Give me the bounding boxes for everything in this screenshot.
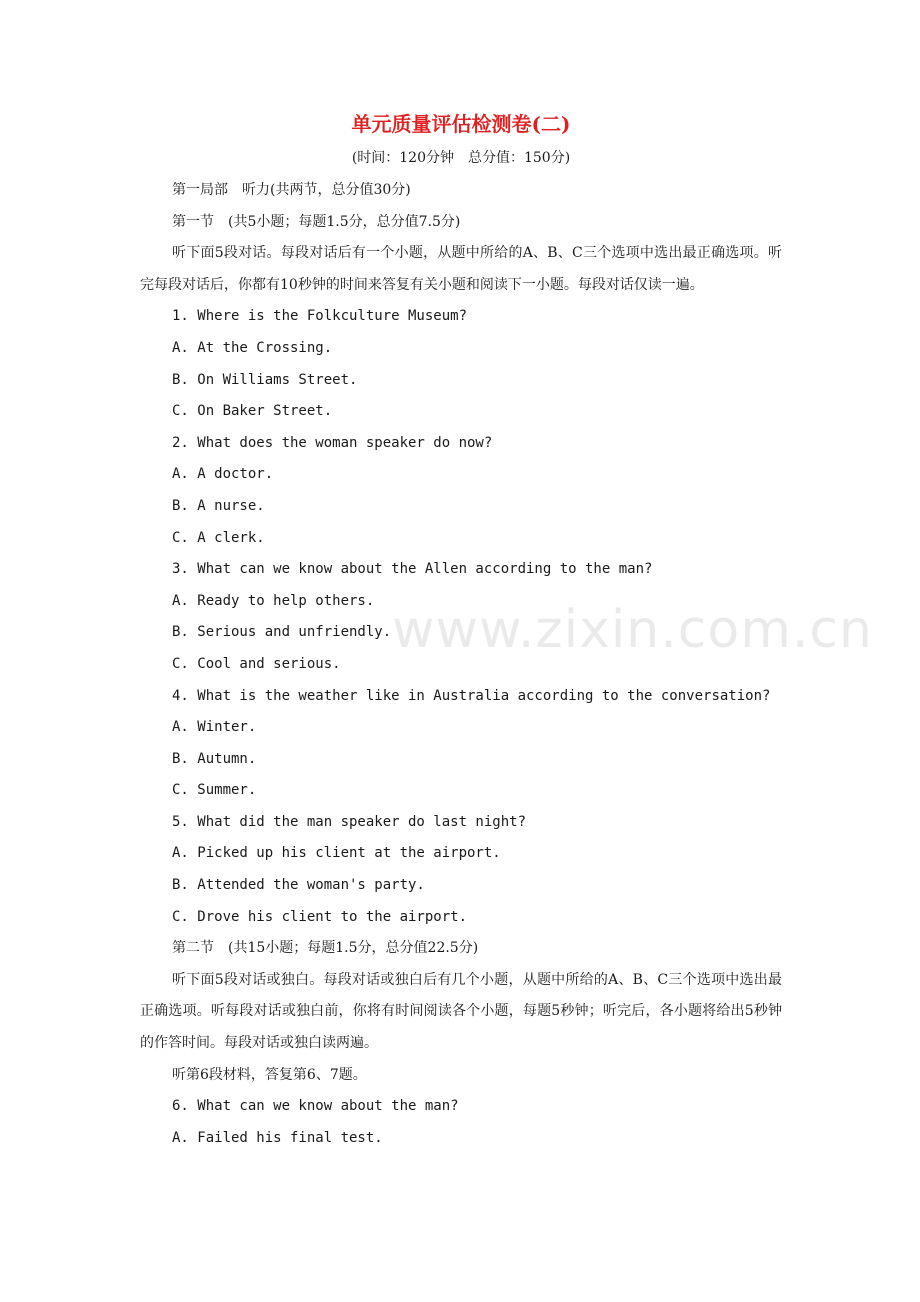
question-2 [140,428,782,554]
question-stem: 5. What did the man speaker do last night? [172,813,527,830]
question-stem: 1. Where is the Folkculture Museum? [172,308,468,325]
option-a: A. At the Crossing. [172,339,333,356]
question-stem: 3. What can we know about the Allen according to the man? [172,561,653,578]
option-a: A. A doctor. [172,466,274,483]
section2-instructions: 听下面5段对话或独白。每段对话或独白后有几个小题，从题中所给的A、B、C三个选项中选出最正确选项。听每段对话或独白前，你将有时间阅读各个小题，每题5秒钟；听完后，各小题将给出5秒钟的作答时间。每段对话或独白读两遍。 [140,971,782,1052]
option-b: B. A nurse. [172,497,265,514]
option-b: B. Serious and unfriendly. [172,624,392,641]
question-3 [140,554,782,680]
question-4 [140,681,782,807]
option-a: A. Ready to help others. [172,592,375,609]
option-c: C. Summer. [172,782,257,799]
part1-heading: 第一局部 听力(共两节，总分值30分) [172,182,411,198]
question-stem: 2. What does the woman speaker do now? [172,434,493,451]
question-5 [140,807,782,933]
section1-heading: 第一节 (共5小题；每题1.5分，总分值7.5分) [172,213,461,230]
watermark: www.zixin.com.cn [392,600,873,660]
option-b: B. Attended the woman's party. [172,877,425,894]
option-c: C. On Baker Street. [172,403,333,420]
exam-title: 单元质量评估检测卷(二) [351,112,571,136]
option-c: C. Cool and serious. [172,655,341,672]
section1-instructions: 听下面5段对话。每段对话后有一个小题，从题中所给的A、B、C三个选项中选出最正确选项。听完每段对话后，你都有10秒钟的时间来答复有关小题和阅读下一小题。每段对话仅读一遍。 [140,245,782,293]
material6-intro: 听第6段材料，答复第6、7题。 [172,1066,367,1083]
option-b: B. On Williams Street. [172,371,358,388]
option-a: A. Winter. [172,719,257,736]
document-page [140,108,782,1154]
option-c: C. A clerk. [172,529,265,546]
question-stem: 4. What is the weather like in Australia according to the conversation? [172,687,771,704]
question-1 [140,301,782,427]
option-b: B. Autumn. [172,750,257,767]
question-6-option-a: A. Failed his final test. [172,1129,383,1146]
exam-subtitle: (时间：120分钟 总分值：150分) [351,150,571,166]
option-c: C. Drove his client to the airport. [172,908,468,925]
section2-heading: 第二节 (共15小题；每题1.5分，总分值22.5分) [172,940,479,957]
option-a: A. Picked up his client at the airport. [172,845,501,862]
question-6-stem: 6. What can we know about the man? [172,1098,459,1115]
